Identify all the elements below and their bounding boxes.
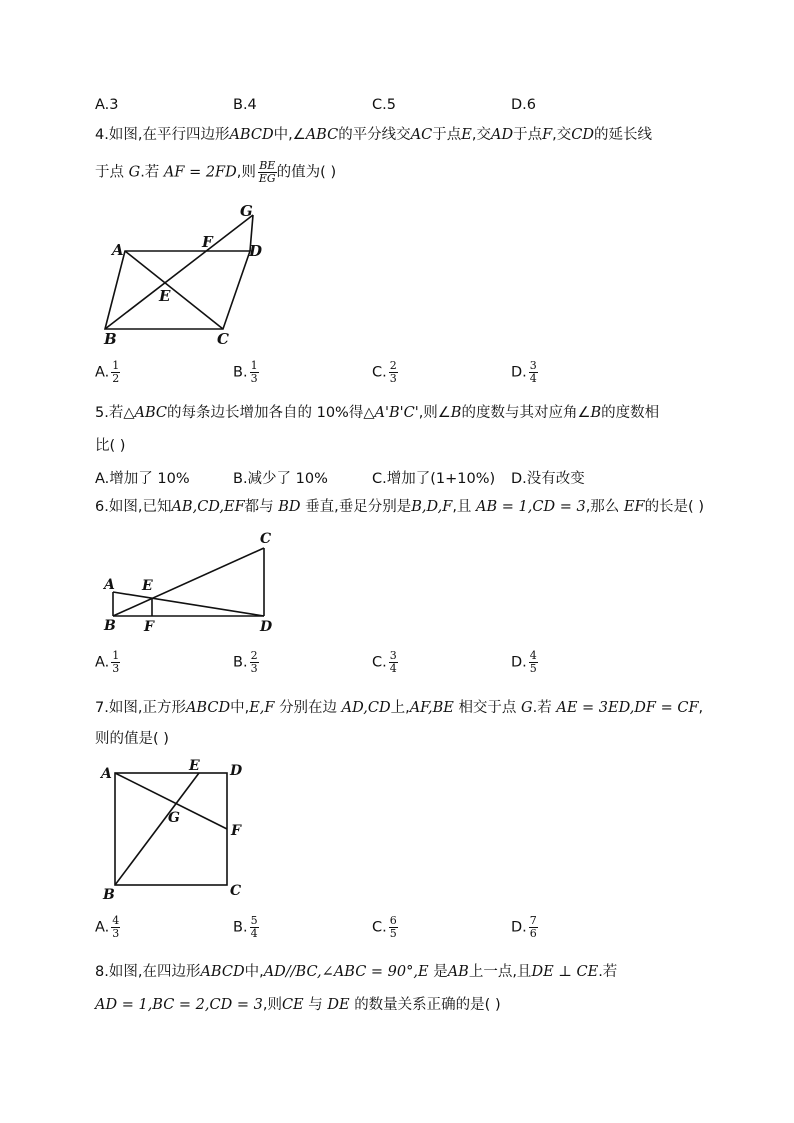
q6-option-c[interactable]: C. $\frac{3}{4}$	[372, 649, 397, 675]
q6-label-f: F	[144, 619, 154, 635]
q7-option-a[interactable]: A. $\frac{4}{3}$	[95, 914, 120, 940]
q7-text-line1: 7.如图,正方形ABCD中,E,F 分别在边 AD,CD上,AF,BE 相交于点 G.若 AE = 3ED,DF = CF,	[95, 700, 704, 716]
q7-label-f: F	[231, 823, 241, 839]
q7-figure-square	[95, 755, 255, 903]
q6-label-a: A	[104, 577, 115, 593]
q4-label-c: C	[217, 330, 229, 348]
q4-diagonal-ac	[125, 251, 223, 329]
q4-label-d: D	[249, 242, 263, 260]
q6-text: 6.如图,已知AB,CD,EF都与 BD 垂直,垂足分别是B,D,F,且 AB = 1,CD = 3,那么 EF的长是( )	[95, 499, 704, 515]
q4-text-line2: 于点 G.若 AF = 2FD,则 $\frac{BE}{EG}$ 的值为( )	[95, 159, 337, 185]
q3-option-b[interactable]: B.4	[233, 97, 257, 113]
q3-option-a[interactable]: A.3	[95, 97, 119, 113]
q6-segment-ad	[113, 592, 264, 616]
q7-option-c[interactable]: C. $\frac{6}{5}$	[372, 914, 397, 940]
q5-option-a[interactable]: A.增加了 10%	[95, 471, 190, 487]
q4-fraction: $\frac{BE}{EG}$	[258, 159, 276, 185]
q5-text-line2: 比( )	[95, 438, 126, 454]
q4-text-line1: 4.如图,在平行四边形ABCD中,∠ABC的平分线交AC于点E,交AD于点F,交CD的延长线	[95, 127, 652, 143]
q7-square	[115, 773, 227, 885]
q4-option-d[interactable]: D. $\frac{3}{4}$	[511, 359, 537, 385]
q7-label-a: A	[101, 766, 112, 782]
q7-label-e: E	[189, 758, 200, 774]
q6-option-d[interactable]: D. $\frac{4}{5}$	[511, 649, 537, 675]
q4-label-b: B	[104, 330, 117, 348]
q6-figure-triangles	[100, 528, 280, 640]
q7-option-b[interactable]: B. $\frac{5}{4}$	[233, 914, 258, 940]
q8-text-line1: 8.如图,在四边形ABCD中,AD//BC,∠ABC = 90°,E 是AB上一点,且DE ⊥ CE.若	[95, 964, 618, 980]
q6-label-e: E	[142, 578, 153, 594]
q5-option-b[interactable]: B.减少了 10%	[233, 471, 328, 487]
q6-label-b: B	[104, 618, 116, 634]
q4-label-g: G	[240, 202, 253, 220]
q4-figure-parallelogram	[95, 198, 270, 348]
q4-label-e: E	[159, 287, 171, 305]
q7-label-g: G	[168, 810, 180, 826]
q6-label-d: D	[260, 619, 273, 635]
q7-label-d: D	[230, 763, 243, 779]
q6-segment-bc	[113, 548, 264, 616]
q3-option-c[interactable]: C.5	[372, 97, 396, 113]
q4-option-c[interactable]: C. $\frac{2}{3}$	[372, 359, 397, 385]
q4-option-a[interactable]: A. $\frac{1}{2}$	[95, 359, 120, 385]
q4-line-bg	[105, 215, 253, 329]
q7-label-b: B	[103, 887, 115, 903]
q4-parallelogram	[105, 251, 250, 329]
q4-label-a: A	[112, 241, 124, 259]
q5-option-c[interactable]: C.增加了(1+10%)	[372, 471, 496, 487]
q6-option-b[interactable]: B. $\frac{2}{3}$	[233, 649, 258, 675]
q7-label-c: C	[230, 883, 242, 899]
q7-text-line2: 则的值是( )	[95, 731, 169, 747]
q3-option-d[interactable]: D.6	[511, 97, 536, 113]
q5-option-d[interactable]: D.没有改变	[511, 471, 585, 487]
q7-segment-be	[115, 773, 199, 885]
q7-option-d[interactable]: D. $\frac{7}{6}$	[511, 914, 537, 940]
q8-text-line2: AD = 1,BC = 2,CD = 3,则CE 与 DE 的数量关系正确的是( )	[95, 997, 501, 1013]
q4-label-f: F	[202, 233, 213, 251]
q5-text-line1: 5.若△ABC的每条边长增加各自的 10%得△A'B'C',则∠B的度数与其对应角∠B的度数相	[95, 405, 660, 421]
q6-label-c: C	[260, 531, 272, 547]
q6-option-a[interactable]: A. $\frac{1}{3}$	[95, 649, 120, 675]
q4-option-b[interactable]: B. $\frac{1}{3}$	[233, 359, 258, 385]
